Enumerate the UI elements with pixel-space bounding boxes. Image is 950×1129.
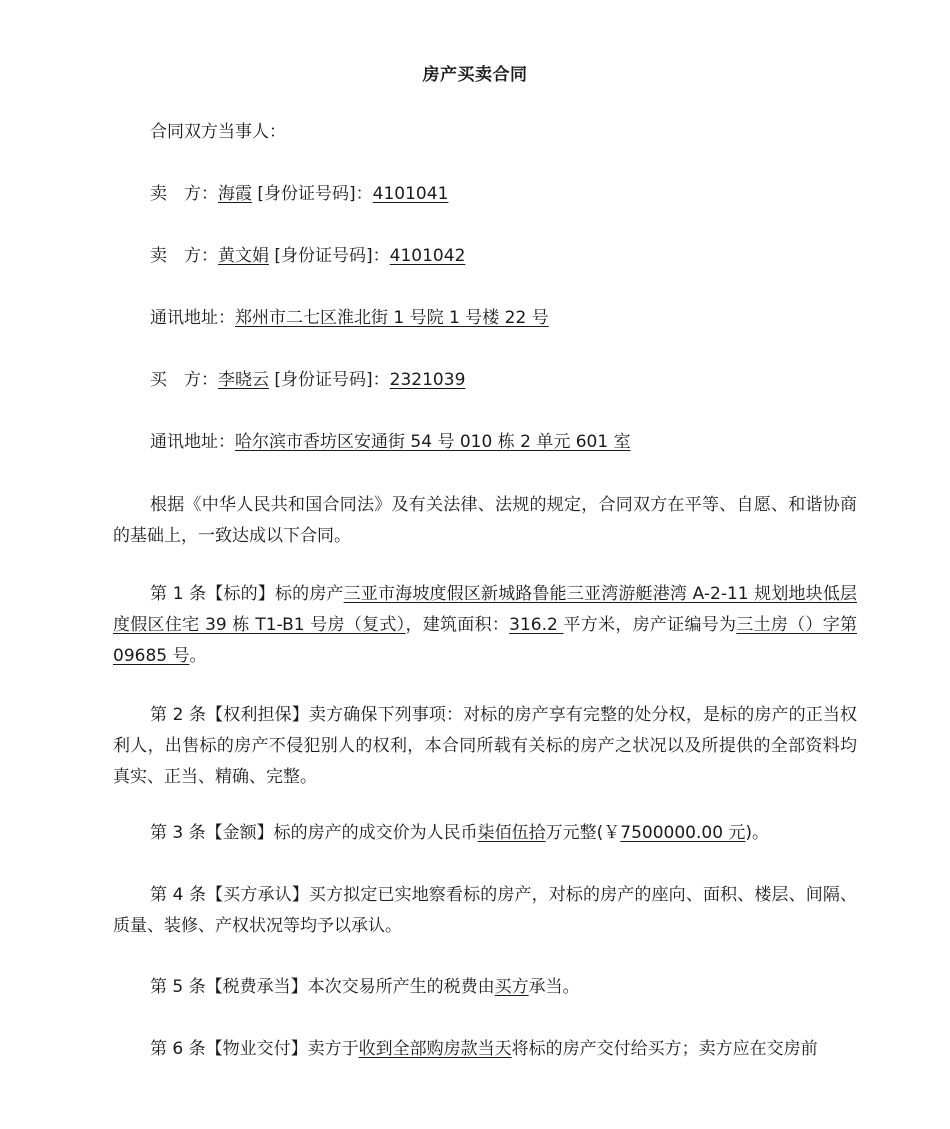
article1-text4: 。	[189, 646, 207, 666]
article5-payer: 买方	[494, 977, 529, 997]
seller2-name: 黄文娟	[218, 246, 269, 266]
seller2-line	[150, 244, 465, 268]
buyer-name: 李晓云	[218, 370, 269, 390]
seller2-id-label: [身份证号码]：	[269, 246, 390, 266]
article5-text2: 承当。	[528, 977, 580, 997]
seller1-id: 4101041	[372, 184, 449, 204]
article1-text2: ，建筑面积：	[405, 615, 510, 635]
buyer-address-value: 哈尔滨市香坊区安通街 54 号 010 栋 2 单元 601 室	[235, 432, 631, 452]
buyer-address-label: 通讯地址：	[150, 432, 235, 452]
article6-text2: 将标的房产交付给买方；卖方应在交房前	[511, 1039, 818, 1059]
article1-property: 三亚市海坡度假区新城路鲁能三亚湾游艇港湾 A-2-11 规划地块低层度假区住宅 39 栋 T1-B1 号房（复式）	[113, 584, 857, 635]
seller-address-value: 郑州市二七区淮北街 1 号院 1 号楼 22 号	[235, 308, 549, 328]
buyer-id-label: [身份证号码]：	[269, 370, 390, 390]
article3-amount-number: 7500000.00 元	[620, 823, 746, 843]
article1-cert: 三土房（）字第 09685 号	[113, 615, 857, 666]
page-title: 房产买卖合同	[422, 65, 528, 85]
article6-time: 收到全部购房款当天	[358, 1039, 512, 1059]
buyer-id: 2321039	[389, 370, 466, 390]
buyer-label: 买 方：	[150, 370, 218, 390]
article1-area: 316.2	[509, 615, 564, 635]
buyer-line	[150, 368, 465, 392]
seller1-name: 海霞	[218, 184, 252, 204]
buyer-address-line	[150, 430, 631, 454]
article2-paragraph: 第 2 条【权利担保】卖方确保下列事项：对标的房产享有完整的处分权，是标的房产的正当权利人，出售标的房产不侵犯别人的权利，本合同所载有关标的房产之状况以及所提供的全部资料均真实、正当、精确、完整。	[113, 705, 857, 787]
seller1-line	[150, 182, 448, 206]
seller1-label: 卖 方：	[150, 184, 218, 204]
article3-text2: 万元整(￥	[545, 823, 621, 843]
seller1-id-label: [身份证号码]：	[252, 184, 373, 204]
article6-text1: 第 6 条【物业交付】卖方于	[150, 1039, 359, 1059]
article1-text3: 平方米，房产证编号为	[563, 615, 737, 635]
article5-paragraph	[113, 972, 857, 1003]
seller-address-label: 通讯地址：	[150, 308, 235, 328]
seller-address-line	[150, 306, 549, 330]
article3-paragraph	[113, 818, 857, 849]
parties-heading: 合同双方当事人：	[150, 122, 286, 142]
intro-paragraph: 根据《中华人民共和国合同法》及有关法律、法规的规定，合同双方在平等、自愿、和谐协商的基础上，一致达成以下合同。	[113, 495, 857, 546]
article3-amount-words: 柒佰伍拾	[477, 823, 546, 843]
seller2-id: 4101042	[389, 246, 466, 266]
article1-paragraph	[113, 579, 857, 672]
article3-text1: 第 3 条【金额】标的房产的成交价为人民币	[150, 823, 478, 843]
article3-text3: )。	[745, 823, 770, 843]
article1-text1: 第 1 条【标的】标的房产	[150, 584, 344, 604]
seller2-label: 卖 方：	[150, 246, 218, 266]
article5-text1: 第 5 条【税费承当】本次交易所产生的税费由	[150, 977, 495, 997]
article4-paragraph: 第 4 条【买方承认】买方拟定已实地察看标的房产，对标的房产的座向、面积、楼层、间隔、质量、装修、产权状况等均予以承认。	[113, 885, 857, 936]
article6-paragraph	[113, 1034, 857, 1065]
